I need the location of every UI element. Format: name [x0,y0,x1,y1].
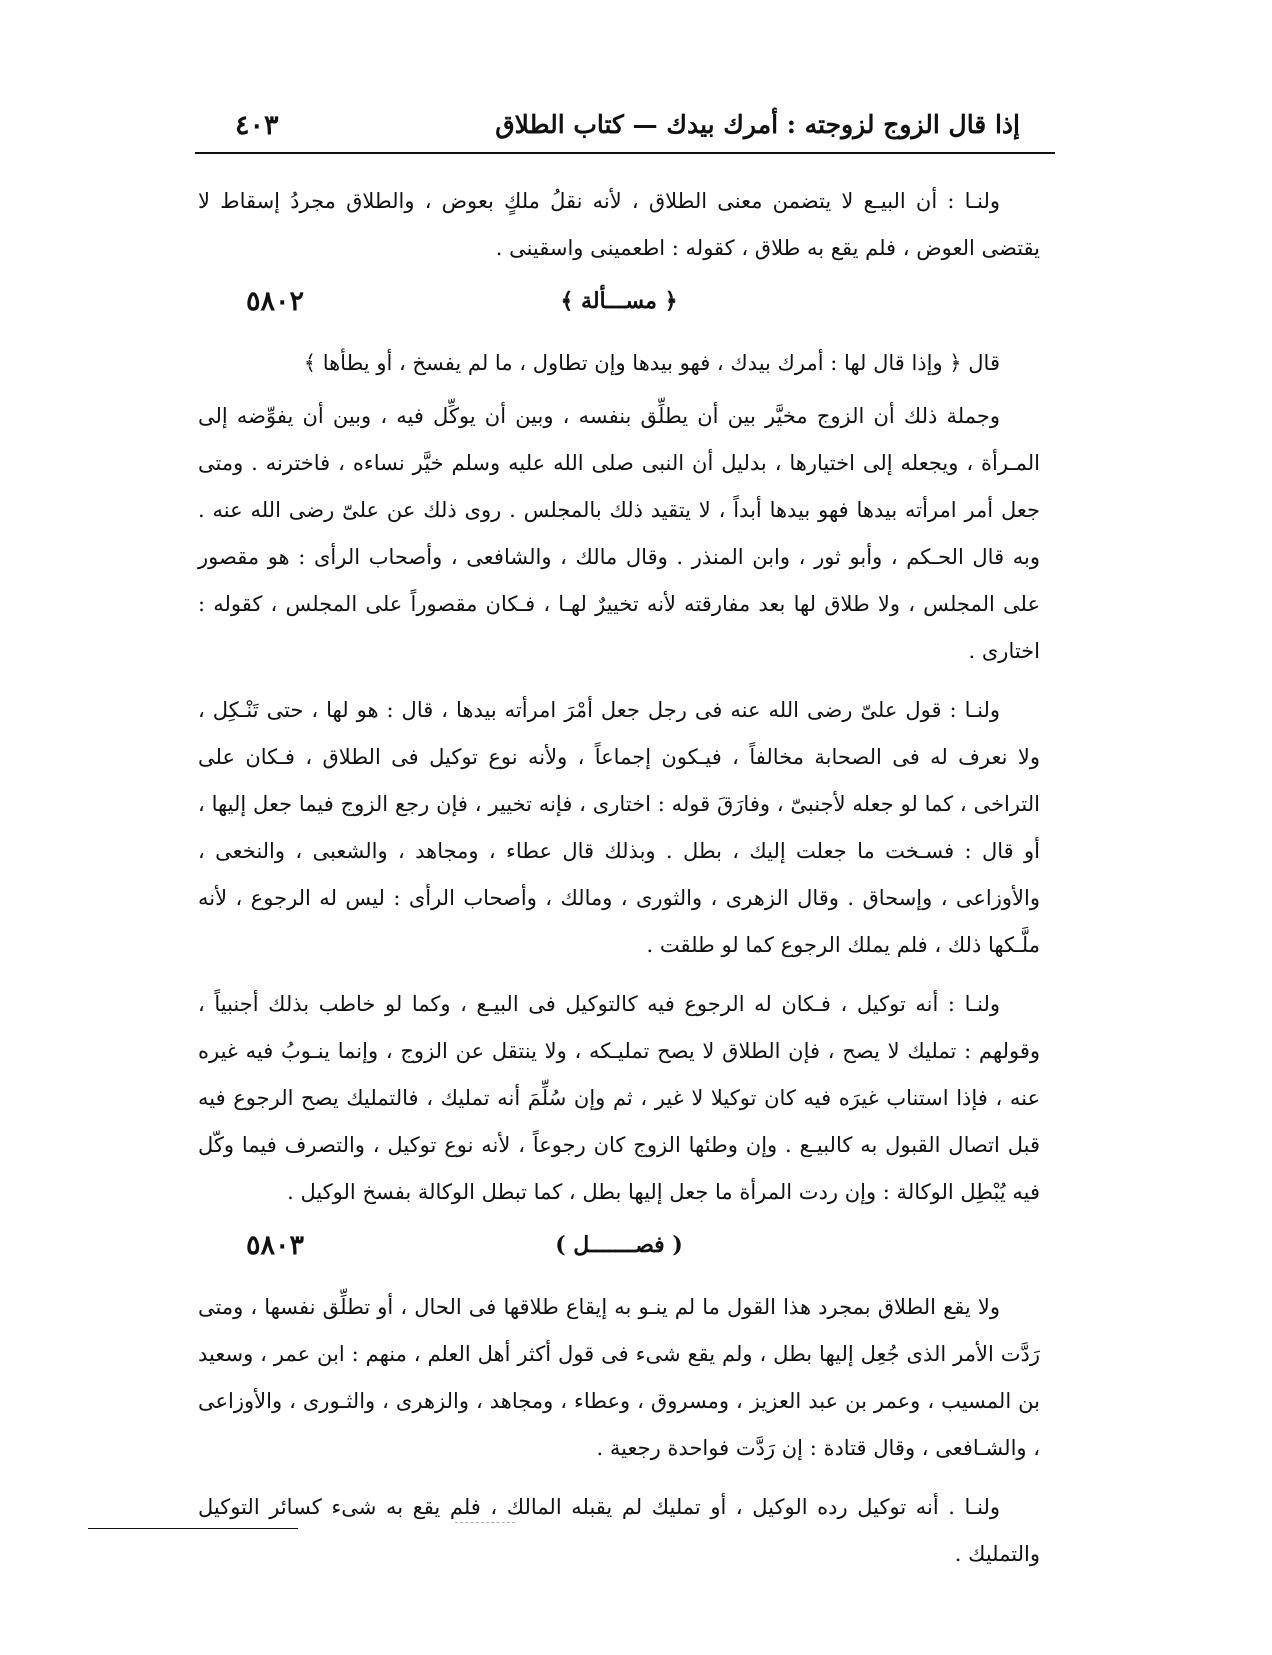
paragraph-2: قال ﴿ وإذا قال لها : أمرك بيدك ، فهو بيدها وإن تطاول ، ما لم يفسخ ، أو يطأها ﴾ [303,351,1000,375]
paragraph-7: ولنـا . أنه توكيل رده الوكيل ، أو تمليك لم يقبله المالك ، فلم يقع به شىء كسائر التوكيل والتمليك . [198,1495,1040,1566]
text-body [198,178,1040,1590]
section-label: ( فصـــــــل ) [555,1232,683,1258]
issue-number: ٥٨٠٢ [246,286,305,317]
issue-heading-5802 [198,284,1040,332]
paragraph-6: ولا يقع الطلاق بمجرد هذا القول ما لم ينـو به إيقاع طلاقها فى الحال ، أو تطلِّق نفسها ، ومتى رَدَّت الأمر الذى جُعِل إليها بطل ، ولم يقع شىء فى قول أكثر أهل العلم ، منهم : ابن عمر ، وسعيد بن المسيب ، وعمر بن عبد العزيز ، ومسروق ، وعطاء ، ومجاهد ، والزهرى ، والثـورى ، والأوزاعى ، والشـافعى ، وقال قتادة : إن رَدَّت فواحدة رجعية . [198,1295,1040,1460]
footnote-divider [88,1528,298,1529]
paragraph-5: ولنـا : أنه توكيل ، فـكان له الرجوع فيه كالتوكيل فى البيـع ، وكما لو خاطب بذلك أجنبياً ، وقولهم : تمليك لا يصح ، فإن الطلاق لا يصح تمليـكه ، ولا ينتقل عن الزوج ، وإنما ينـوبُ فيه غيره عنه ، فإذا استناب غيرَه فيه كان توكيلا لا غير ، ثم وإن سُلِّمَ أنه تمليك ، فالتمليك يصح الرجوع فيه قبل اتصال القبول به كالبيـع . وإن وطئها الزوج كان رجوعاً ، لأنه نوع توكيل ، والتصرف فيما وكّل فيه يُبْطِل الوكالة : وإن ردت المرأة ما جعل إليها بطل ، كما تبطل الوكالة بفسخ الوكيل . [198,992,1040,1204]
header-title: إذا قال الزوج لزوجته : أمرك بيدك — كتاب الطلاق [495,110,1020,139]
running-header [195,100,1055,150]
paragraph-4: ولنـا : قول علىّ رضى الله عنه فى رجل جعل أمْرَ امرأته بيدها ، قال : هو لها ، حتى تَنْـكِل ، ولا نعرف له فى الصحابة مخالفاً ، فيـكون إجماعاً ، ولأنه نوع توكيل فى الطلاق ، فـكان على التراخى ، كما لو جعله لأجنبىّ ، وفارَقَ قوله : اختارى ، فإنه تخيير ، فإن رجع الزوج فيما جعل إليها ، أو قال : فسـخت ما جعلت إليك ، بطل . وبذلك قال عطاء ، ومجاهد ، والشعبى ، والنخعى ، والأوزاعى ، وإسحاق . وقال الزهرى ، والثورى ، ومالك ، وأصحاب الرأى : ليس له الرجوع ، لأنه ملَّـكها ذلك ، فلم يملك الرجوع كما لو طلقت . [198,698,1040,957]
page-number: ٤٠٣ [235,110,279,141]
paragraph-1: ولنـا : أن البيـع لا يتضمن معنى الطلاق ، لأنه نقلُ ملكٍ بعوض ، والطلاق مجردُ إسقاط لا يقتضى العوض ، فلم يقع به طلاق ، كقوله : اطعمينى واسقينى . [198,189,1040,260]
scan-artifact [455,1522,515,1523]
header-divider [195,152,1055,154]
issue-label: ﴿ مســـألة ﴾ [560,288,678,314]
paragraph-3: وجملة ذلك أن الزوج مخيَّر بين أن يطلِّق بنفسه ، وبين أن يوكِّل فيه ، وبين أن يفوِّضه إلى المـرأة ، ويجعله إلى اختيارها ، بدليل أن النبى صلى الله عليه وسلم خيَّر نساءه ، فاخترنه . ومتى جعل أمر امرأته بيدها فهو بيدها أبداً ، لا يتقيد ذلك بالمجلس . روى ذلك عن علىّ رضى الله عنه . وبه قال الحـكم ، وأبو ثور ، وابن المنذر . وقال مالك ، والشافعى ، وأصحاب الرأى : هو مقصور على المجلس ، ولا طلاق لها بعد مفارقته لأنه تخييرٌ لهـا ، فـكان مقصوراً على المجلس ، كقوله : اختارى . [198,404,1040,663]
section-heading-5803 [198,1228,1040,1276]
section-number: ٥٨٠٣ [246,1230,305,1261]
